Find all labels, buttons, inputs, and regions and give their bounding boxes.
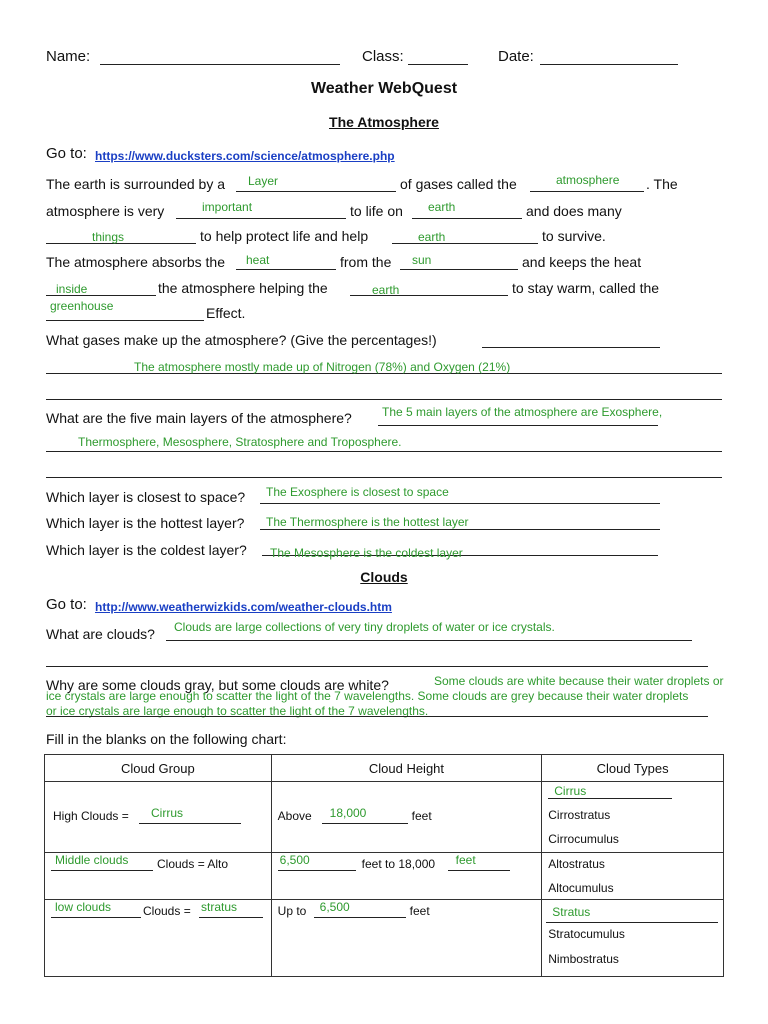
cloud-chart: [44, 754, 724, 977]
answer-layer: Layer: [248, 174, 279, 188]
blank-low-group-1[interactable]: [51, 917, 141, 918]
blank-gray[interactable]: [46, 716, 708, 717]
text-p4b: from the: [340, 254, 392, 270]
blank-mid-height-1[interactable]: [278, 870, 356, 871]
blank-layers-q[interactable]: [378, 425, 658, 426]
answer-high-group: Cirrus: [151, 806, 183, 820]
blank-layers-2[interactable]: [46, 477, 722, 478]
answer-low-group-1: low clouds: [55, 900, 112, 914]
text-p3b: to survive.: [542, 228, 606, 244]
text-p2a: atmosphere is very: [46, 203, 165, 219]
answer-low-height: 6,500: [319, 900, 350, 914]
low-type-nimbostratus: Nimbostratus: [548, 952, 619, 966]
answer-space: The Exosphere is closest to space: [266, 485, 449, 499]
text-p4c: and keeps the heat: [522, 254, 642, 270]
goto-label: Go to:: [46, 145, 87, 162]
high-height-label-a: Above: [277, 809, 312, 823]
question-coldest: Which layer is the coldest layer?: [46, 542, 247, 558]
header-cloud-types: Cloud Types: [542, 755, 724, 782]
blank-important[interactable]: [176, 218, 346, 219]
text-p5a: the atmosphere helping the: [158, 280, 328, 296]
blank-sun[interactable]: [400, 269, 518, 270]
answer-mid-height-1: 6,500: [279, 853, 310, 867]
low-height-label-a: Up to: [277, 904, 307, 918]
answer-high-type: Cirrus: [554, 784, 587, 798]
blank-mid-height-2[interactable]: [448, 870, 510, 871]
mid-height-label: feet to 18,000: [361, 857, 436, 871]
answer-clouds: Clouds are large collections of very tiny droplets of water or ice crystals.: [174, 620, 555, 634]
cell-low-types[interactable]: [542, 900, 724, 977]
answer-gray-2: ice crystals are large enough to scatter the light of the 7 wavelengths. Some clouds are grey because their water droplets: [46, 689, 689, 703]
blank-earth-1[interactable]: [412, 218, 522, 219]
cell-high-height[interactable]: [271, 782, 542, 853]
cell-mid-types: [542, 853, 724, 900]
answer-low-group-2: stratus: [201, 900, 238, 914]
text-p1c: . The: [646, 176, 678, 192]
text-p5b: to stay warm, called the: [512, 280, 660, 296]
blank-low-height[interactable]: [314, 917, 406, 918]
page-title: Weather WebQuest: [310, 80, 458, 97]
blank-atmosphere[interactable]: [530, 191, 644, 192]
question-layers: What are the five main layers of the atmosphere?: [46, 410, 352, 426]
answer-low-type: Stratus: [552, 905, 591, 919]
answer-heat: heat: [246, 253, 270, 267]
cell-high-group[interactable]: [45, 782, 272, 853]
answer-high-height: 18,000: [329, 806, 367, 820]
blank-hottest[interactable]: [260, 529, 660, 530]
cell-mid-height[interactable]: [271, 853, 542, 900]
name-field[interactable]: [100, 64, 340, 65]
question-space: Which layer is closest to space?: [46, 489, 246, 505]
class-field[interactable]: [408, 64, 468, 65]
answer-things: things: [92, 230, 125, 244]
atmosphere-link[interactable]: https://www.ducksters.com/science/atmosphere.php: [95, 149, 395, 163]
question-gray: Why are some clouds gray, but some clouds are white?: [46, 677, 389, 693]
text-p4a: The atmosphere absorbs the: [46, 254, 225, 270]
cell-mid-group[interactable]: [45, 853, 272, 900]
high-height-label-b: feet: [411, 809, 432, 823]
low-group-label: Clouds =: [143, 904, 191, 918]
section-heading-atmosphere: The Atmosphere: [329, 114, 439, 130]
date-label: Date:: [498, 48, 534, 65]
blank-gases-q[interactable]: [482, 347, 660, 348]
clouds-link[interactable]: http://www.weatherwizkids.com/weather-clouds.htm: [95, 600, 392, 614]
low-type-stratocumulus: Stratocumulus: [548, 927, 625, 941]
high-type-cirrostratus: Cirrostratus: [548, 808, 611, 822]
text-p6a: Effect.: [206, 305, 246, 321]
answer-layers-2: Thermosphere, Mesosphere, Stratosphere and Troposphere.: [78, 435, 402, 449]
text-p3a: to help protect life and help: [200, 228, 369, 244]
high-type-cirrocumulus: Cirrocumulus: [548, 832, 619, 846]
answer-earth-3: earth: [372, 283, 400, 297]
question-clouds: What are clouds?: [46, 626, 155, 642]
name-label: Name:: [46, 48, 91, 65]
section-heading-clouds: Clouds: [360, 569, 408, 585]
answer-earth-1: earth: [428, 200, 456, 214]
blank-heat[interactable]: [236, 269, 336, 270]
answer-coldest: The Mesosphere is the coldest layer: [270, 546, 463, 560]
blank-high-group[interactable]: [139, 823, 241, 824]
header-cloud-height: Cloud Height: [271, 755, 542, 782]
high-group-label: High Clouds =: [53, 809, 129, 823]
mid-type-altostratus: Altostratus: [548, 857, 605, 871]
blank-clouds-q[interactable]: [166, 640, 692, 641]
cell-low-group[interactable]: [45, 900, 272, 977]
blank-layer[interactable]: [236, 191, 396, 192]
blank-space[interactable]: [260, 503, 660, 504]
text-p1b: of gases called the: [400, 176, 517, 192]
text-p2b: to life on: [350, 203, 403, 219]
table-row-middle: [45, 853, 724, 900]
cell-low-height[interactable]: [271, 900, 542, 977]
blank-low-group-2[interactable]: [199, 917, 263, 918]
low-height-label-b: feet: [409, 904, 430, 918]
answer-earth-2: earth: [418, 230, 446, 244]
blank-high-type[interactable]: [548, 798, 672, 799]
goto-label-clouds: Go to:: [46, 596, 87, 613]
text-p2c: and does many: [526, 203, 622, 219]
answer-important: important: [202, 200, 253, 214]
blank-mid-group[interactable]: [51, 870, 153, 871]
answer-hottest: The Thermosphere is the hottest layer: [266, 515, 469, 529]
answer-layers-1: The 5 main layers of the atmosphere are Exosphere,: [382, 405, 663, 419]
date-field[interactable]: [540, 64, 678, 65]
blank-greenhouse[interactable]: [46, 320, 204, 321]
answer-gases: The atmosphere mostly made up of Nitrogen (78%) and Oxygen (21%): [134, 360, 511, 374]
text-p1a: The earth is surrounded by a: [46, 176, 225, 192]
fill-chart-label: Fill in the blanks on the following chart:: [46, 731, 287, 747]
blank-earth-2[interactable]: [392, 243, 538, 244]
answer-greenhouse: greenhouse: [50, 299, 114, 313]
blank-layers-1[interactable]: [46, 451, 722, 452]
question-hottest: Which layer is the hottest layer?: [46, 515, 245, 531]
answer-mid-group: Middle clouds: [55, 853, 129, 867]
answer-atmosphere: atmosphere: [556, 173, 620, 187]
blank-clouds-1[interactable]: [46, 666, 708, 667]
cell-high-types[interactable]: [542, 782, 724, 853]
table-row-low: [45, 900, 724, 977]
question-gases: What gases make up the atmosphere? (Give the percentages!): [46, 332, 437, 348]
class-label: Class:: [362, 48, 404, 65]
blank-gases-2[interactable]: [46, 399, 722, 400]
answer-sun: sun: [412, 253, 432, 267]
header-cloud-group: Cloud Group: [45, 755, 272, 782]
blank-high-height[interactable]: [322, 823, 408, 824]
answer-mid-height-2: feet: [455, 853, 476, 867]
table-row-high: [45, 782, 724, 853]
answer-gray-3: or ice crystals are large enough to scatter the light of the 7 wavelengths.: [46, 704, 429, 718]
table-header-row: [45, 755, 724, 782]
blank-low-type[interactable]: [546, 922, 718, 923]
answer-inside: inside: [56, 282, 88, 296]
mid-type-altocumulus: Altocumulus: [548, 881, 614, 895]
answer-gray-1: Some clouds are white because their water droplets or: [434, 674, 724, 688]
mid-group-label: Clouds = Alto: [157, 857, 229, 871]
